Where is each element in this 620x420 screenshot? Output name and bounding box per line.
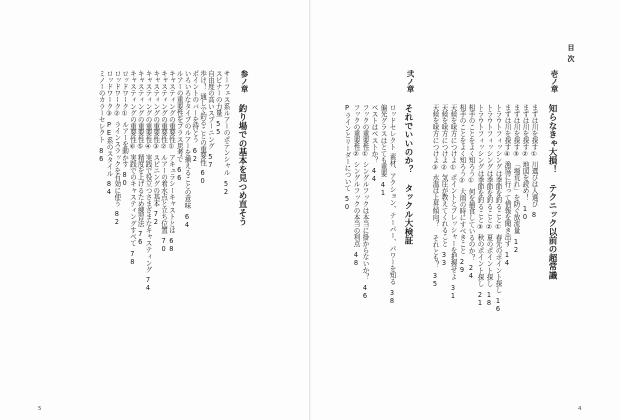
- toc-entry-page: 80: [120, 170, 129, 187]
- toc-entry: [476, 104, 484, 307]
- toc-entry-title: Pラインとリーダーについて: [343, 104, 351, 192]
- toc-entry: [144, 70, 152, 292]
- toc-entry: [361, 104, 369, 300]
- toc-entry-title: 天候を味方につけよ③: [431, 104, 439, 172]
- toc-entry-title: キャスティングの重要性⑥: [128, 70, 137, 151]
- toc-entry-subtitle: 水温は上昇傾向？ それとも？: [431, 174, 439, 269]
- toc-entry-subtitle: アキュラシーキャストとは: [167, 153, 176, 233]
- toc-entry-title: 歩け！: [198, 70, 207, 90]
- toc-entry-page: 8: [530, 211, 538, 220]
- toc-entry-page: 68: [167, 236, 176, 253]
- toc-entry-title: ポイントのバーを持とう: [190, 70, 199, 143]
- toc-entry: [113, 70, 121, 226]
- toc-entry-page: 46: [361, 284, 369, 301]
- toc-entry-page: 64: [183, 212, 191, 229]
- toc-entry-title: フックの重要性①: [361, 104, 369, 159]
- toc-entry: [530, 104, 538, 219]
- toc-entry-page: 14: [503, 251, 511, 268]
- toc-entry-title: いろいろなタイプのルアーを揃えることの意味: [183, 70, 191, 209]
- toc-entry-page: 16: [494, 297, 502, 314]
- toc-entry: [467, 104, 475, 280]
- toc-entry-subtitle: 川選びは人選び: [530, 161, 538, 208]
- toc-entry: [128, 70, 136, 266]
- toc-entry: [503, 104, 511, 267]
- toc-entry-page: 86: [97, 146, 106, 163]
- toc-entry-page: 70: [159, 236, 168, 253]
- toc-entry-page: 66: [175, 166, 184, 183]
- toc-entry-page: 10: [521, 204, 529, 221]
- toc-entry: [370, 104, 378, 183]
- chapter-title: 釣り場での基本を見つめ直そう: [237, 104, 247, 226]
- toc-entry: [512, 104, 520, 254]
- toc-entry: [105, 70, 113, 196]
- toc-entry-title: キャスティングの重要性④: [144, 70, 152, 151]
- toc-entry-subtitle: ルアーの着水点と立ち位置: [159, 153, 168, 233]
- toc-entry-page: 38: [388, 289, 396, 306]
- toc-entry: [343, 104, 351, 211]
- toc-entry-subtitle: スピニングの基本: [151, 153, 160, 207]
- toc-entry-subtitle: 春先のポイント探し: [494, 233, 502, 294]
- toc-entry-subtitle: ラインスラックを有効に使う: [112, 120, 121, 207]
- toc-entry-page: 33: [440, 251, 448, 268]
- toc-entry-title: ロッドワーク①: [120, 70, 129, 118]
- toc-entry-page: 78: [128, 250, 137, 267]
- toc-entry: [458, 104, 466, 274]
- chapter-label: 弐ノ章: [406, 70, 415, 93]
- toc-entry: [352, 104, 360, 267]
- toc-entry-title: 相手のことをよく知ろう①: [467, 104, 475, 185]
- toc-entry-title: キャスティングの重要性⑤: [136, 70, 145, 151]
- toc-entry-page: 62: [190, 146, 199, 163]
- chapter-title: それでいいのか？ タックル大検証: [403, 104, 413, 245]
- toc-entry-subtitle: 「場荒れ」を防ぐ放流量: [512, 161, 520, 234]
- toc-entry-subtitle: PE系のスタイル: [105, 120, 113, 177]
- toc-entry: [222, 70, 230, 196]
- chapter-label: 参ノ章: [240, 70, 249, 93]
- contents-title: 目次: [567, 44, 575, 66]
- toc-entry-title: トラウトフィッシングは季節を釣ること②: [485, 104, 493, 231]
- toc-entry-subtitle: 気圧が教えてくれること: [440, 174, 448, 248]
- toc-entry-title: 天候を味方につけよ①: [449, 104, 457, 172]
- toc-entry: [494, 104, 502, 313]
- toc-entry-title: トラウトフィッシングは季節を釣ること③: [476, 104, 484, 231]
- toc-entry-title: ベストはベストか？: [370, 104, 378, 164]
- toc-entry: [440, 104, 448, 267]
- toc-entry-title: ロッドワーク③: [105, 70, 113, 118]
- toc-entry-page: 76: [136, 230, 145, 247]
- toc-entry-title: 偏光グラスはとても重要: [379, 104, 387, 177]
- toc-entry-title: 相手のことをよく知ろう②: [458, 104, 466, 185]
- toc-entry: [206, 70, 214, 169]
- page-number-right: 4: [578, 406, 582, 412]
- toc-entry-page: 50: [343, 195, 351, 212]
- toc-entry-subtitle: 精度を上げるため練習法: [136, 153, 145, 227]
- toc-entry-page: 41: [379, 180, 387, 197]
- toc-entry-subtitle: ポイントとプレッシャーを把握せよ: [449, 174, 457, 281]
- toc-entry-page: 44: [370, 167, 378, 184]
- page-number-left: 5: [38, 406, 42, 412]
- toc-entry-title: キャスティングの重要性③: [151, 70, 160, 151]
- toc-entry: [521, 104, 529, 221]
- toc-entry: [431, 104, 439, 288]
- toc-entry: [214, 70, 222, 136]
- toc-entry-subtitle: 実践でのキャスティングすべて: [128, 153, 137, 247]
- toc-entry-page: 29: [458, 257, 466, 274]
- toc-entry: [379, 104, 387, 197]
- toc-entry-title: キャスティングの重要性①: [167, 70, 176, 151]
- toc-entry-page: 72: [151, 210, 160, 227]
- toc-entry-title: まずは川を探す①: [530, 104, 538, 159]
- toc-entry-page: 24: [467, 264, 475, 281]
- toc-entry-page: 12: [512, 237, 520, 254]
- toc-entry: [121, 70, 129, 187]
- toc-entry-subtitle: シングルフックの本当の利点: [352, 161, 360, 248]
- toc-entry-subtitle: 大雨の時にすべきこと: [458, 187, 466, 254]
- toc-entry-title: まずは川を探す③: [512, 104, 520, 159]
- chapter-title: 知らなきゃ大損！ テクニック以前の超常識: [547, 104, 557, 280]
- toc-entry-page: 21: [476, 290, 484, 307]
- toc-entry-page: 82: [112, 210, 121, 227]
- toc-entry-page: 52: [222, 179, 230, 196]
- toc-entry-title: ミノーのカラーセレクト: [97, 70, 106, 143]
- toc-entry-title: サーフェス系ルアーのポテンシャル: [222, 70, 230, 176]
- toc-entry-page: 31: [449, 284, 457, 301]
- toc-entry-subtitle: 何を捕食しているのか？: [467, 187, 475, 261]
- toc-entry-page: 74: [144, 276, 152, 293]
- toc-entry: [485, 104, 493, 307]
- toc-entry-subtitle: 漁協に行って情報を聞き出す: [503, 161, 511, 248]
- toc-entry-title: ロッドセレクト: [388, 104, 396, 151]
- toc-entry: [167, 70, 175, 253]
- toc-entry-page: 60: [198, 169, 207, 186]
- toc-entry-page: 18: [485, 290, 493, 307]
- toc-entry-subtitle: シングルフックは本当に掛からないか？: [361, 161, 369, 281]
- toc-entry-page: 84: [105, 180, 113, 197]
- toc-entry-page: 48: [352, 251, 360, 268]
- toc-entry-title: トラウトフィッシングは季節を釣ること①: [494, 104, 502, 231]
- toc-entry: [136, 70, 144, 246]
- toc-entry: [175, 70, 183, 182]
- toc-entry: [160, 70, 168, 253]
- toc-entry-subtitle: 通しで釣ることの重要性: [198, 92, 207, 166]
- toc-entry: [191, 70, 199, 163]
- toc-entry-title: 天候を味方につけよ②: [440, 104, 448, 172]
- toc-entry-title: 自由度の高いスプーニング: [206, 70, 215, 150]
- toc-entry-page: 35: [431, 272, 439, 289]
- toc-entry-subtitle: 秋のポイント探し: [476, 233, 484, 287]
- toc-entry-subtitle: 地図を読め！: [521, 161, 529, 201]
- toc-entry-title: ルアーの重要性をプラス思考で: [175, 70, 184, 163]
- toc-entry-subtitle: 実践で役立つさまざまなキャスティング: [144, 153, 152, 273]
- toc-entry: [183, 70, 191, 229]
- toc-entry: [199, 70, 207, 185]
- toc-entry-title: まずは川を探す②: [521, 104, 529, 159]
- toc-entry: [97, 70, 105, 163]
- toc-entry-page: 55: [214, 120, 223, 137]
- toc-entry: [388, 104, 396, 305]
- toc-entry-title: まずは川を探す④: [503, 104, 511, 159]
- toc-entry-title: スピナーの力量: [214, 70, 223, 117]
- toc-entry-subtitle: 夏のポイント探し: [485, 233, 493, 287]
- toc-entry-title: キャスティングの重要性②: [159, 70, 168, 151]
- toc-entry-title: ロッドワーク②: [112, 70, 121, 118]
- toc-entry: [152, 70, 160, 226]
- toc-entry-page: 57: [206, 153, 215, 170]
- toc-entry-subtitle: 素材、アクション、テーパー、パワーを知る: [388, 153, 396, 286]
- toc-entry-title: フックの重要性②: [352, 104, 360, 159]
- chapter-label: 壱ノ章: [550, 70, 559, 93]
- toc-entry-subtitle: ルアーを動かす: [120, 120, 129, 167]
- toc-entry: [449, 104, 457, 300]
